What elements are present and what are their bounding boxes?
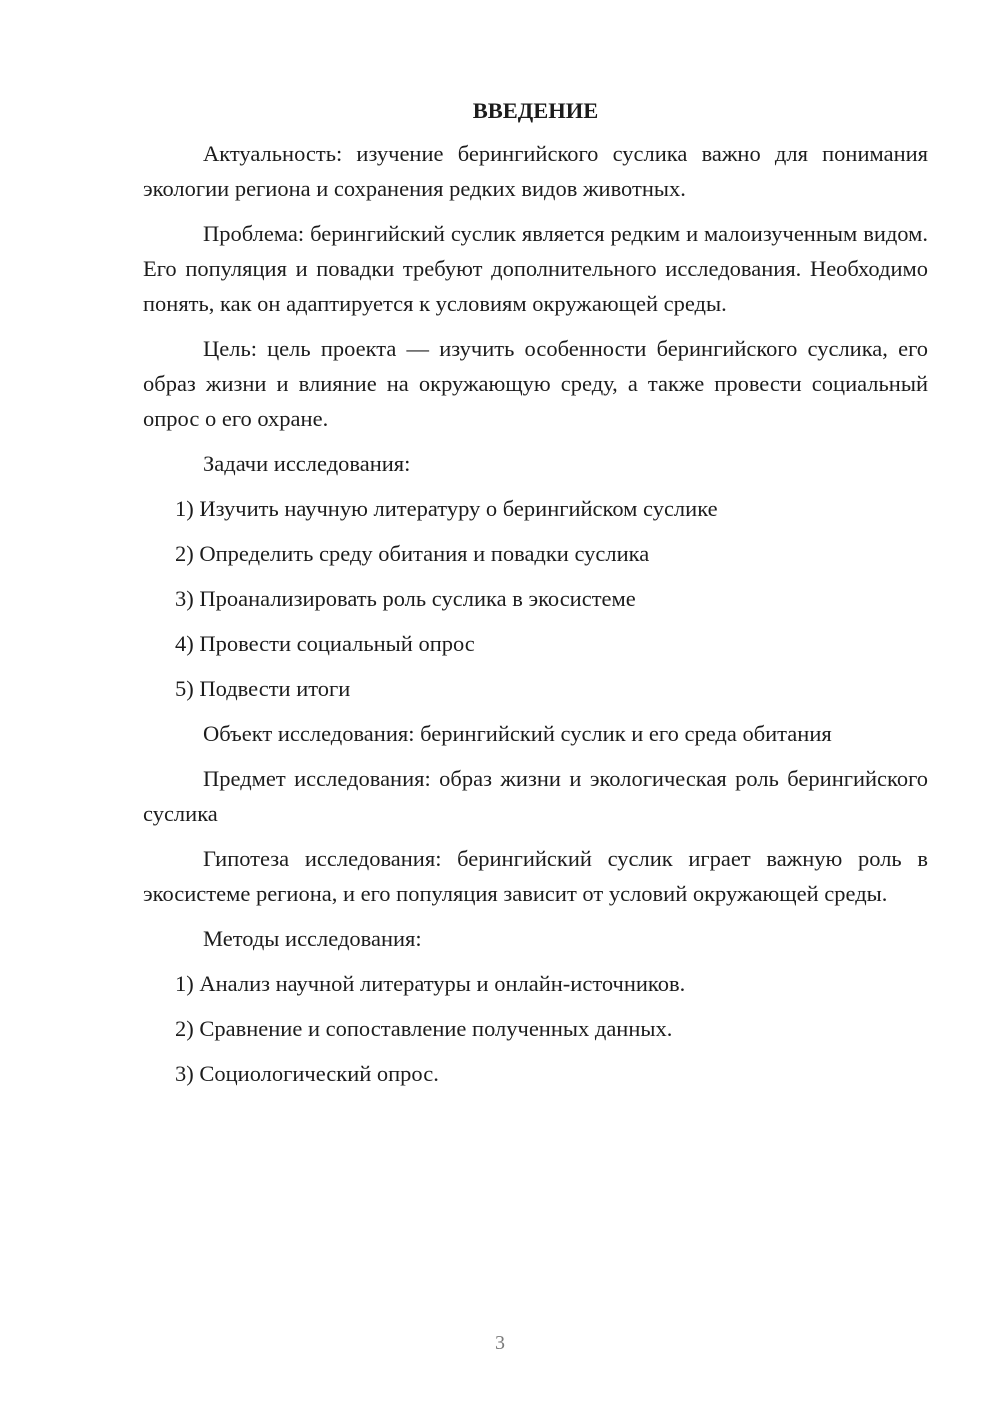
task-item: 5) Подвести итоги <box>175 676 351 701</box>
methods-label: Методы исследования: <box>203 926 422 951</box>
method-item: 1) Анализ научной литературы и онлайн-источников. <box>175 971 686 996</box>
method-item: 2) Сравнение и сопоставление полученных данных. <box>175 1016 673 1041</box>
tasks-label: Задачи исследования: <box>203 451 411 476</box>
goal-paragraph: Цель: цель проекта — изучить особенности берингийского суслика, его образ жизни и влияние на окружающую среду, а также провести социальный опрос о его охране. <box>143 336 928 431</box>
task-item: 3) Проанализировать роль суслика в экосистеме <box>175 586 636 611</box>
hypothesis-paragraph: Гипотеза исследования: берингийский суслик играет важную роль в экосистеме региона, и его популяция зависит от условий окружающей среды. <box>143 846 928 906</box>
task-item: 4) Провести социальный опрос <box>175 631 475 656</box>
problem-paragraph: Проблема: берингийский суслик является редким и малоизученным видом. Его популяция и повадки требуют дополнительного исследования. Необходимо понять, как он адаптируется к условиям окружающей среды. <box>143 221 928 316</box>
subject-paragraph: Предмет исследования: образ жизни и экологическая роль берингийского суслика <box>143 766 928 826</box>
method-item: 3) Социологический опрос. <box>175 1061 439 1086</box>
relevance-paragraph: Актуальность: изучение берингийского суслика важно для понимания экологии региона и сохранения редких видов животных. <box>143 141 928 201</box>
page-number: 3 <box>495 1332 505 1354</box>
object-paragraph: Объект исследования: берингийский суслик и его среда обитания <box>203 721 832 746</box>
task-item: 1) Изучить научную литературу о берингийском суслике <box>175 496 718 521</box>
section-heading: ВВЕДЕНИЕ <box>472 98 599 123</box>
page-content <box>143 96 928 1101</box>
task-item: 2) Определить среду обитания и повадки суслика <box>175 541 650 566</box>
